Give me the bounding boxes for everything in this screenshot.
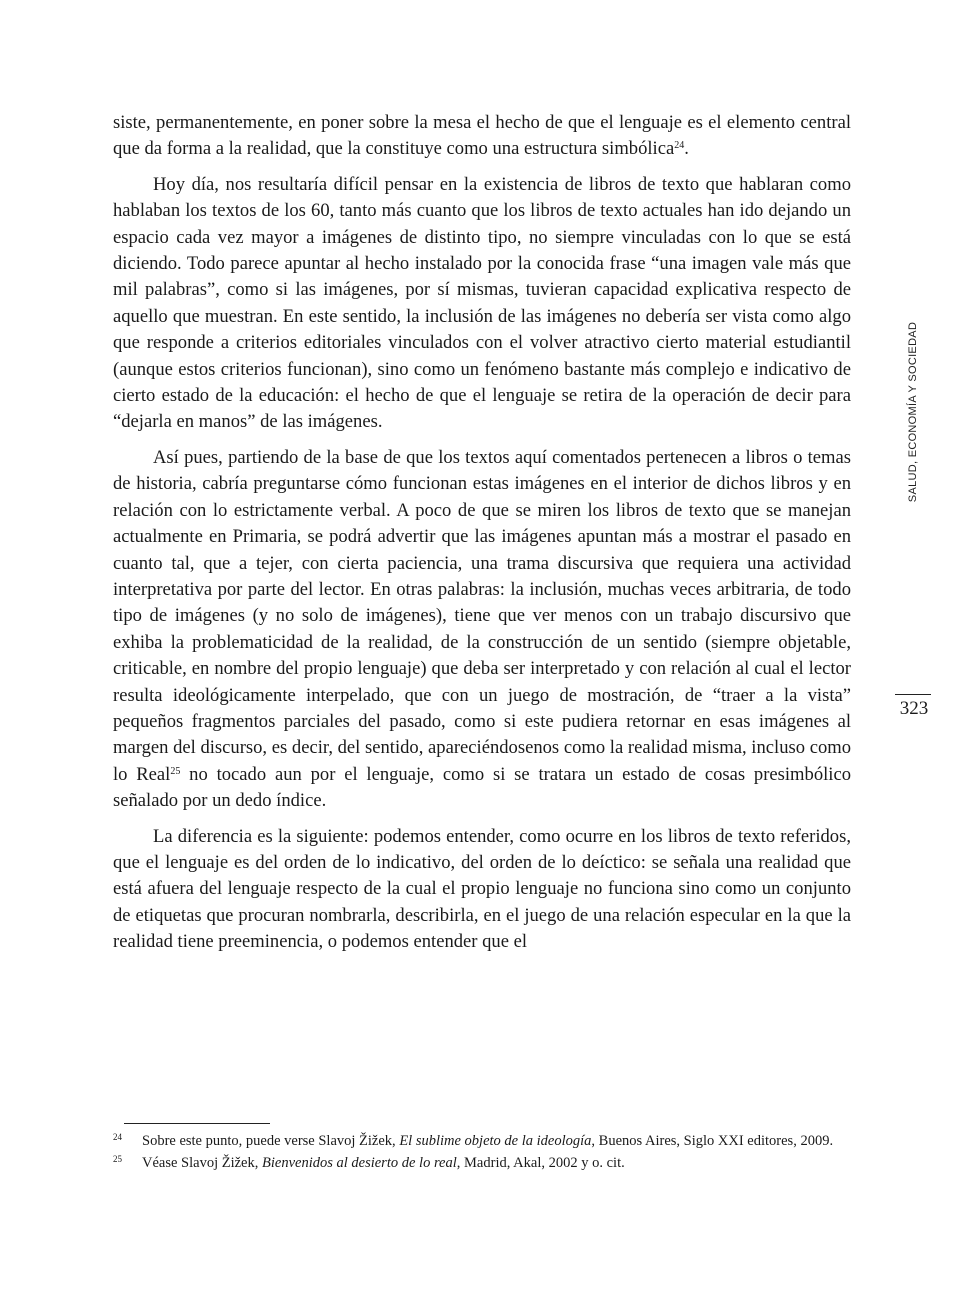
paragraph-3: Así pues, partiendo de la base de que los textos aquí comentados pertenecen a libros o temas de historia, cabría preguntarse cómo funcionan estas imágenes en el interior de dichos libros y en relación con lo estrictamente verbal. A poco de que se miren los libros de texto que se manejan actualmente en Primaria, se podrá advertir que las imágenes apuntan más a mostrar el pasado en cuanto tal, que a tejer, con cierta paciencia, una trama discursiva que requiera una actividad interpretativa por parte del lector. En otras palabras: la inclusión, muchas veces arbitraria, de todo tipo de imágenes (y no solo de imágenes), tiene que ver menos con un trabajo discursivo que exhiba la problematicidad de la realidad, de la construcción de un sentido (siempre objetable, criticable, en nombre del propio lenguaje) que deba ser interpretado y con relación al cual el lector resulta ideológicamente interpelado, que con un juego de mostración, de “traer a la vista” pequeños fragmentos parciales del pasado, como si este pudiera retornar en esas imágenes al margen del discurso, es decir, del sentido, apareciéndosenos como la realidad misma, incluso como lo Real$^{25}$ no tocado aun por el lenguaje, como si se tratara un estado de cosas presimbólico señalado por un dedo índice. <box>113 446 851 812</box>
body-text <box>113 110 851 965</box>
book-title: Bienvenidos al desierto de lo real <box>262 1155 457 1171</box>
footnote-25: 25 Véase Slavoj Žižek, Bienvenidos al desierto de lo real, Madrid, Akal, 2002 y o. cit. <box>113 1154 625 1171</box>
page-number: 323 <box>899 698 929 719</box>
footnote-ref-24[interactable]: 24 <box>674 140 685 152</box>
footnote-24: 24 Sobre este punto, puede verse Slavoj Žižek, El sublime objeto de la ideología, Buenos Aires, Siglo XXI editores, 2009. <box>113 1132 834 1149</box>
running-head: SALUD, ECONOMÍA Y SOCIEDAD <box>907 321 919 503</box>
footnotes <box>113 1130 851 1174</box>
footnote-ref-25[interactable]: 25 <box>170 765 181 777</box>
page-number-rule <box>895 694 931 695</box>
paragraph-4: La diferencia es la siguiente: podemos entender, como ocurre en los libros de texto referidos, que el lenguaje es del orden de lo indicativo, del orden de lo deíctico: se señala una realidad que está afuera del lenguaje respecto de la cual el propio lenguaje no funciona sino como un conjunto de etiquetas que procuran nombrarla, describirla, en el juego de una relación especular en la que la realidad tiene preeminencia, o podemos entender que el <box>113 825 851 953</box>
paragraph-2: Hoy día, nos resultaría difícil pensar en la existencia de libros de texto que hablaran como hablaban los textos de los 60, tanto más cuanto que los libros de texto actuales han ido dejando un espacio cada vez mayor a imágenes de distinto tipo, no siempre vinculadas con lo que se está diciendo. Todo parece apuntar al hecho instalado por la conocida frase “una imagen vale más que mil palabras”, como si las imágenes, por sí mismas, tuvieran capacidad explicativa respecto de aquello que muestran. En este sentido, la inclusión de las imágenes no debería ser vista como algo que responde a criterios editoriales vinculados con el volver atractivo cierto material estudiantil (aunque estos criterios funcionan), sino como un fenómeno bastante más complejo e indicativo de cierto estado de la educación: el hecho de que el lenguaje se retira de la operación de decir para “dejarla en manos” de las imágenes. <box>113 173 851 433</box>
paragraph-1: siste, permanentemente, en poner sobre la mesa el hecho de que el lenguaje es el elemento central que da forma a la realidad, que la constituye como una estructura simbólica$^{24}$. <box>113 112 851 160</box>
book-title: El sublime objeto de la ideología <box>399 1133 592 1149</box>
footnote-separator <box>124 1123 270 1124</box>
